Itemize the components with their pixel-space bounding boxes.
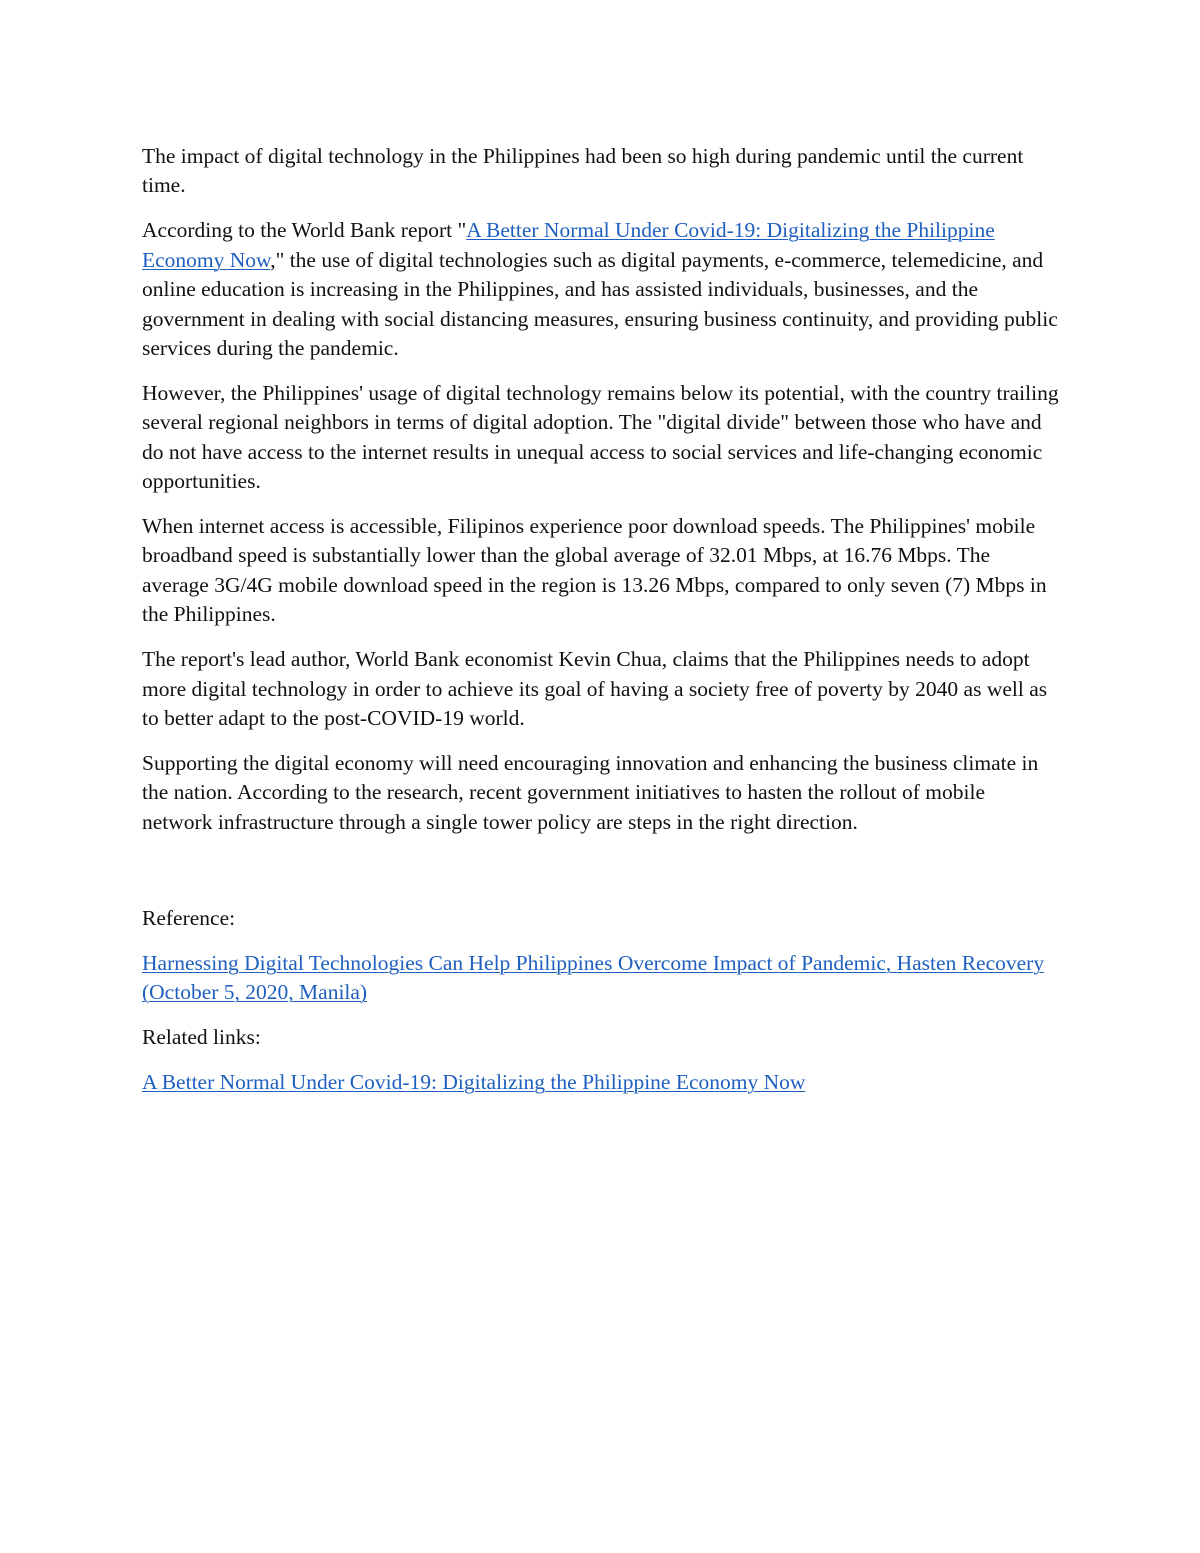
report-link-inline[interactable]: A Better Normal Under Covid-19: Digitalizing the Philippine Economy Now (142, 218, 995, 272)
related-link[interactable]: A Better Normal Under Covid-19: Digitalizing the Philippine Economy Now (142, 1070, 806, 1095)
paragraph-text-lead: According to the World Bank report " (142, 218, 467, 243)
paragraph-intro: The impact of digital technology in the Philippines had been so high during pandemic until the current time. (142, 144, 1024, 198)
related-link-item (142, 1068, 1060, 1097)
paragraph-text-rest: ," the use of digital technologies such as digital payments, e-commerce, telemedicine, and online education is increasing in the Philippines, and has assisted individuals, businesses, and the government in dealing with social distancing measures, ensuring business continuity, and providing public services during the pandemic. (142, 247, 1058, 360)
paragraph-world-bank-report (142, 216, 1060, 363)
paragraph-digital-divide: However, the Philippines' usage of digital technology remains below its potential, with the country trailing several regional neighbors in terms of digital adoption. The "digital divide" between those who have and do not have access to the internet results in unequal access to social services and life-changing economic opportunities. (142, 380, 1059, 494)
related-links-heading: Related links: (142, 1025, 261, 1050)
reference-heading: Reference: (142, 906, 236, 931)
paragraph-download-speeds: When internet access is accessible, Filipinos experience poor download speeds. The Philippines' mobile broadband speed is substantially lower than the global average of 32.01 Mbps, at 16.76 Mbps. The average 3G/4G mobile download speed in the region is 13.26 Mbps, compared to only seven (7) Mbps in the Philippines. (142, 513, 1047, 627)
reference-item (142, 949, 1060, 1008)
paragraph-lead-author: The report's lead author, World Bank economist Kevin Chua, claims that the Philippines needs to adopt more digital technology in order to achieve its goal of having a society free of poverty by 2040 as well as to better adapt to the post-COVID-19 world. (142, 647, 1048, 730)
paragraph-digital-economy: Supporting the digital economy will need encouraging innovation and enhancing the business climate in the nation. According to the research, recent government initiatives to hasten the rollout of mobile network infrastructure through a single tower policy are steps in the right direction. (142, 750, 1039, 834)
section-spacer (142, 837, 1060, 904)
reference-link[interactable]: Harnessing Digital Technologies Can Help Philippines Overcome Impact of Pandemic, Hasten Recovery (October 5, 2020, Manila) (142, 950, 1045, 1005)
